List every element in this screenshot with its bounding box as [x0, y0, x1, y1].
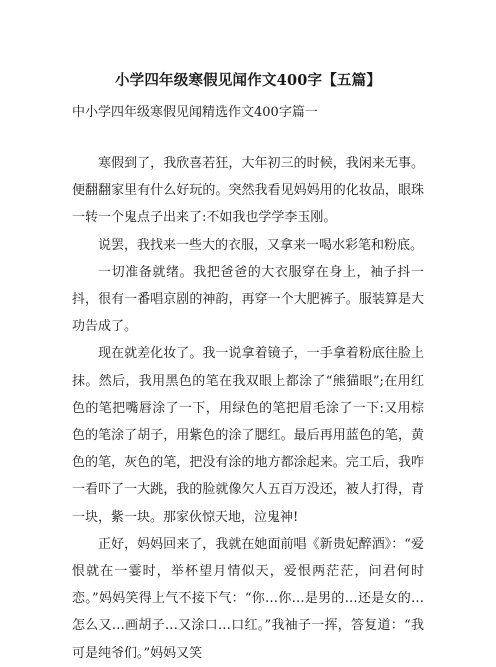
- paragraph-4: 现在就差化妆了。我一说拿着镜子，一手拿着粉底往脸上抹。然后，我用黑色的笔在我双眼上都涂了“熊猫眼”;在用红色的笔把嘴唇涂了一下，用绿色的笔把眉毛涂了一下:又用棕色的笔涂了胡子，用紫色的涂了腮红。最后再用蓝色的笔，黄色的笔，灰色的笔，把没有涂的地方都涂起来。完工后，我咋一看吓了一大跳，我的脸就像欠人五百万没还，被人打得，青一块，紫一块。那家伙惊天地，泣鬼神!: [72, 346, 424, 525]
- paragraph-1: 寒假到了，我欣喜若狂，大年初三的时候，我闲来无事。便翻翻家里有什么好玩的。突然我看见妈妈用的化妆品，眼珠一转一个鬼点子出来了:不如我也学学李玉刚。: [72, 156, 424, 226]
- document-title: 小学四年级寒假见闻作文400字【五篇】: [114, 72, 382, 89]
- paragraph-2: 说罢，我找来一些大的衣服，又拿来一喝水彩笔和粉底。: [98, 237, 424, 253]
- paragraph-5: 正好，妈妈回来了，我就在她面前唱《新贵妃醉酒》：“爱恨就在一霎时，举杯望月情似天，爱恨两茫茫，问君何时恋。”妈妈笑得上气不接下气：“你…你…是男的…还是女的…怎么又…画胡子…又涂口…口红。”我袖子一挥，答复道：“我可是纯爷们。”妈妈又笑: [72, 536, 424, 661]
- paragraph-3: 一切准备就绪。我把爸爸的大衣服穿在身上，袖子抖一抖，很有一番唱京剧的神韵，再穿一个大肥裤子。服装算是大功告成了。: [72, 264, 424, 335]
- document-body: [72, 150, 424, 667]
- document-subtitle: 中小学四年级寒假见闻精选作文400字篇一: [72, 105, 318, 120]
